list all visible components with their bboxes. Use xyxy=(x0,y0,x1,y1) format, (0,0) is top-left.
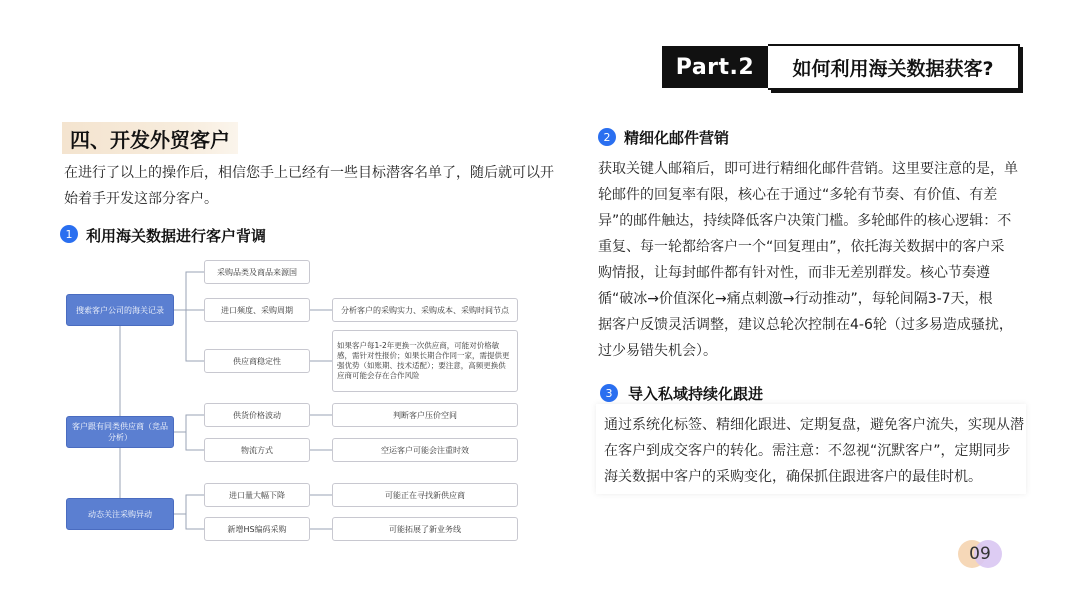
step-3-title: 导入私域持续化跟进 xyxy=(628,385,764,403)
root-node: 搜索客户公司的海关记录 xyxy=(66,294,174,326)
paragraph-line: 过少易错失机会）。 xyxy=(598,343,717,359)
paragraph-line: 循“破冰→价值深化→痛点刺激→行动推动”，每轮间隔3-7天，根 xyxy=(598,291,993,307)
page-number-text: 09 xyxy=(969,544,991,564)
step-3-badge: 3 xyxy=(600,384,618,402)
paragraph-line: 异”的邮件触达，持续降低客户决策门槛。多轮邮件的核心逻辑：不 xyxy=(598,213,1012,229)
branch-node: 供应商稳定性 xyxy=(204,349,310,373)
step-2-title: 精细化邮件营销 xyxy=(624,129,730,147)
intro-line-2: 始着手开发这部分客户。 xyxy=(64,191,218,207)
detail-node: 分析客户的采购实力、采购成本、采购时间节点 xyxy=(332,298,518,322)
part-label: Part.2 xyxy=(662,46,768,88)
detail-node: 判断客户压价空间 xyxy=(332,403,518,427)
paragraph-line: 据客户反馈灵活调整，建议总轮次控制在4-6轮（过多易造成骚扰， xyxy=(598,317,1013,333)
paragraph-line: 海关数据中客户的采购变化，确保抓住跟进客户的最佳时机。 xyxy=(604,469,982,485)
detail-node: 如果客户每1-2年更换一次供应商，可能对价格敏感，需针对性报价；如果长期合作同一家，需提供更强优势（如账期、技术适配）；要注意，高频更换供应商可能会存在合作风险 xyxy=(332,330,518,392)
root-node: 客户跟有同类供应商（竞品分析） xyxy=(66,416,174,448)
step-2-badge: 2 xyxy=(598,128,616,146)
email-marketing-paragraph xyxy=(598,156,1022,364)
paragraph-line: 获取关键人邮箱后，即可进行精细化邮件营销。这里要注意的是，单 xyxy=(598,161,1018,177)
paragraph-line: 轮邮件的回复率有限，核心在于通过“多轮有节奏、有价值、有差 xyxy=(598,187,998,203)
section-title: 四、开发外贸客户 xyxy=(62,122,238,154)
page-number xyxy=(958,540,1002,568)
paragraph-line: 通过系统化标签、精细化跟进、定期复盘，避免客户流失，实现从潜 xyxy=(604,417,1024,433)
branch-node: 采购品类及商品来源国 xyxy=(204,260,310,284)
step-1-badge: 1 xyxy=(60,225,78,243)
page-title: 如何利用海关数据获客? xyxy=(768,44,1020,90)
branch-node: 物流方式 xyxy=(204,438,310,462)
step-1-title: 利用海关数据进行客户背调 xyxy=(86,227,267,245)
root-node: 动态关注采购异动 xyxy=(66,498,174,530)
detail-node: 空运客户可能会注重时效 xyxy=(332,438,518,462)
branch-node: 进口频度、采购周期 xyxy=(204,298,310,322)
paragraph-line: 重复、每一轮都给客户一个“回复理由”，依托海关数据中的客户采 xyxy=(598,239,1005,255)
branch-node: 供货价格波动 xyxy=(204,403,310,427)
paragraph-line: 在客户到成交客户的转化。需注意：不忽视“沉默客户”，定期同步 xyxy=(604,443,1011,459)
detail-node: 可能正在寻找新供应商 xyxy=(332,483,518,507)
intro-line-1: 在进行了以上的操作后，相信您手上已经有一些目标潜客名单了，随后就可以开 xyxy=(64,165,554,181)
paragraph-line: 购情报，让每封邮件都有针对性，而非无差别群发。核心节奏遵 xyxy=(598,265,990,281)
private-domain-paragraph xyxy=(604,412,1028,490)
branch-node: 进口量大幅下降 xyxy=(204,483,310,507)
branch-node: 新增HS编码采购 xyxy=(204,517,310,541)
detail-node: 可能拓展了新业务线 xyxy=(332,517,518,541)
